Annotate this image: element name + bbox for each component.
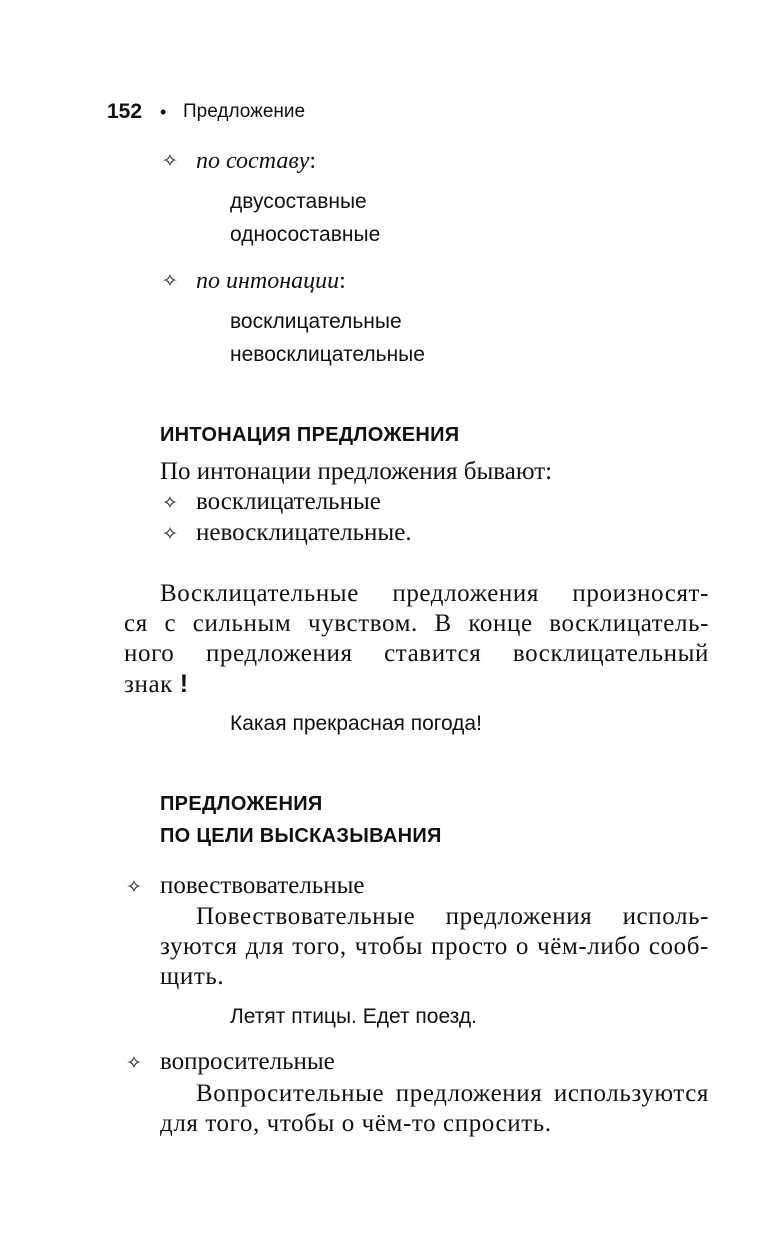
category-label-composition [196, 148, 316, 175]
paragraph-line [124, 669, 709, 699]
section-heading: ПРЕДЛОЖЕНИЯ [160, 793, 323, 815]
section-intro: По интонации предложения бывают: [160, 458, 553, 485]
four-pointed-star-icon: ✧ [162, 492, 178, 514]
section-heading: ПО ЦЕЛИ ВЫСКАЗЫВАНИЯ [160, 825, 442, 847]
paragraph-line: зуются для того, чтобы просто о чём-либо сооб- [160, 933, 709, 960]
category-label-text: по составу [196, 148, 310, 174]
list-item: двусоставные [230, 190, 367, 213]
example-sentence: Летят птицы. Едет поезд. [230, 1005, 477, 1028]
paragraph-line: ного предложения ставится восклицательный [124, 640, 709, 667]
page-number: 152 [107, 100, 143, 123]
paragraph-line: щить. [160, 963, 225, 990]
paragraph-line: Восклицательные предложения произносят- [160, 580, 709, 607]
four-pointed-star-icon: ✧ [126, 1052, 142, 1074]
narrative-paragraph [160, 902, 709, 992]
paragraph-last-word: знак [124, 671, 173, 698]
list-item: восклицательные [230, 310, 402, 333]
paragraph-line: Повествовательные предложения исполь- [196, 903, 709, 930]
list-item: односоставные [230, 223, 381, 246]
interrogative-paragraph [160, 1079, 709, 1139]
list-item: восклицательные [196, 488, 381, 515]
exclamatory-paragraph [124, 579, 709, 699]
four-pointed-star-icon: ✧ [162, 150, 178, 172]
list-item-narrative: повествовательные [160, 872, 365, 899]
four-pointed-star-icon: ✧ [162, 270, 178, 292]
example-sentence: Какая прекрасная погода! [230, 712, 482, 735]
list-item: невосклицательные. [196, 519, 412, 546]
category-label-intonation [196, 268, 346, 295]
section-heading: ИНТОНАЦИЯ ПРЕДЛОЖЕНИЯ [160, 424, 460, 446]
exclamation-mark: ! [179, 670, 189, 698]
running-header-title: Предложение [183, 101, 306, 122]
paragraph-line: ся с сильным чувством. В конце восклицатель- [124, 610, 709, 637]
header-bullet: • [160, 102, 167, 122]
colon: : [339, 268, 346, 294]
paragraph-line: Вопросительные предложения используются [196, 1080, 709, 1107]
category-label-text: по интонации [196, 268, 340, 294]
paragraph-line: для того, чтобы о чём-то спросить. [160, 1110, 552, 1137]
four-pointed-star-icon: ✧ [162, 523, 178, 545]
list-item-interrogative: вопросительные [160, 1048, 335, 1075]
colon: : [309, 148, 317, 174]
four-pointed-star-icon: ✧ [126, 876, 142, 898]
list-item: невосклицательные [230, 343, 425, 366]
